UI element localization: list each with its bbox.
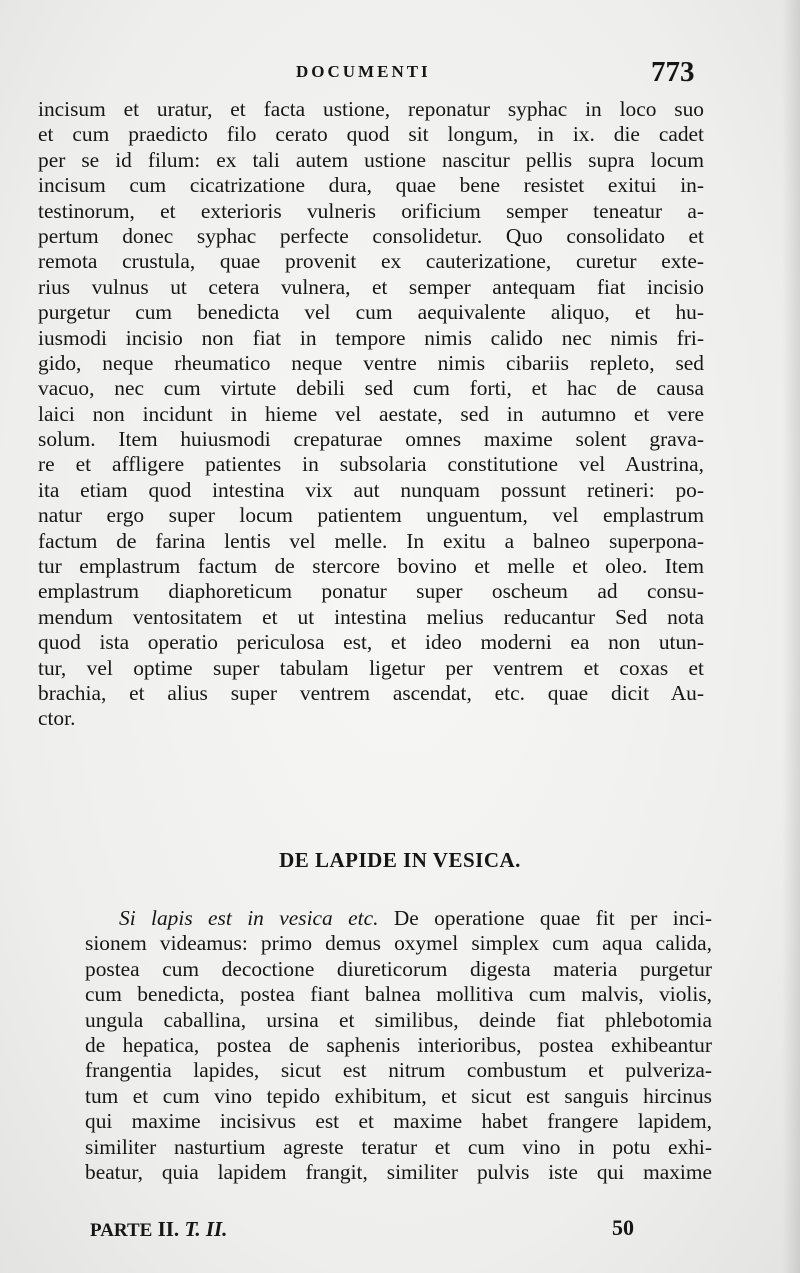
- text-line: rius vulnus ut cetera vulnera, et semper antequam fiat incisio: [38, 274, 704, 299]
- text-line: beatur, quia lapidem frangit, similiter pulvis iste qui maxime: [85, 1159, 712, 1184]
- text-line: laici non incidunt in hieme vel aestate, sed in autumno et vere: [38, 401, 704, 426]
- text-line: iusmodi incisio non fiat in tempore nimis calido nec nimis fri-: [38, 325, 704, 350]
- text-line: de hepatica, postea de saphenis interioribus, postea exhibeantur: [85, 1032, 712, 1057]
- section-body-text: [85, 906, 712, 1185]
- text-line: sionem videamus: primo demus oxymel simplex cum aqua calida,: [85, 931, 712, 956]
- text-line: solum. Item huiusmodi crepaturae omnes maxime solent grava-: [38, 427, 704, 452]
- text-line: testinorum, et exterioris vulneris orificium semper teneatur a-: [38, 198, 704, 223]
- page-edge-shadow: [782, 0, 800, 1273]
- text-line: re et affligere patientes in subsolaria constitutione vel Austrina,: [38, 452, 704, 477]
- signature-parte: PARTE: [90, 1220, 153, 1241]
- text-line: similiter nasturtium agreste teratur et cum vino in potu exhi-: [85, 1134, 712, 1159]
- text-line: emplastrum diaphoreticum ponatur super oscheum ad consu-: [38, 579, 704, 604]
- text-line: quod ista operatio periculosa est, et ideo moderni ea non utun-: [38, 630, 704, 655]
- text-line: ungula caballina, ursina et similibus, deinde fiat phlebotomia: [85, 1007, 712, 1032]
- page-footer: [0, 1213, 800, 1253]
- section-first-line: [85, 906, 712, 931]
- text-line: mendum ventositatem et ut intestina melius reducantur Sed nota: [38, 604, 704, 629]
- text-line: et cum praedicto filo cerato quod sit longum, in ix. die cadet: [38, 122, 704, 147]
- text-line: vacuo, nec cum virtute debili sed cum forti, et hac de causa: [38, 376, 704, 401]
- signature-mark: [90, 1217, 227, 1242]
- running-title: DOCUMENTI: [296, 62, 431, 81]
- text-line: factum de farina lentis vel melle. In exitu a balneo superpona-: [38, 528, 704, 553]
- text-line: remota crustula, quae provenit ex cauterizatione, curetur exte-: [38, 249, 704, 274]
- body-text: [38, 97, 704, 732]
- text-line: tum et cum vino tepido exhibitum, et sicut est sanguis hircinus: [85, 1083, 712, 1108]
- text-line: tur emplastrum factum de stercore bovino et melle et oleo. Item: [38, 554, 704, 579]
- section-lead: Si lapis est in vesica etc.: [119, 906, 379, 930]
- page-number: 773: [651, 56, 695, 88]
- text-line: tur, vel optime super tabulam ligetur per ventrem et coxas et: [38, 655, 704, 680]
- text-line: cum benedicta, postea fiant balnea mollitiva cum malvis, violis,: [85, 982, 712, 1007]
- text-line: brachia, et alius super ventrem ascendat, etc. quae dicit Au-: [38, 680, 704, 705]
- signature-part-number: II.: [157, 1217, 180, 1241]
- sheet-number: 50: [612, 1215, 634, 1240]
- text-line: gido, neque rheumatico neque ventre nimis cibariis repleto, sed: [38, 350, 704, 375]
- text-line: qui maxime incisivus est et maxime habet frangere lapidem,: [85, 1109, 712, 1134]
- signature-tomo: T. II.: [184, 1217, 228, 1241]
- text-line: postea cum decoctione diureticorum digesta materia purgetur: [85, 956, 712, 981]
- text-line: per se id filum: ex tali autem ustione nascitur pellis supra locum: [38, 147, 704, 172]
- section-first-line-rest: De operatione quae fit per inci-: [378, 906, 712, 930]
- text-line: pertum donec syphac perfecte consolidetur. Quo consolidato et: [38, 223, 704, 248]
- text-line: purgetur cum benedicta vel cum aequivalente aliquo, et hu-: [38, 300, 704, 325]
- page-header: [0, 56, 800, 96]
- text-line: incisum et uratur, et facta ustione, reponatur syphac in loco suo: [38, 97, 704, 121]
- text-line: ctor.: [38, 706, 76, 731]
- text-line: frangentia lapides, sicut est nitrum combustum et pulveriza-: [85, 1058, 712, 1083]
- section-heading: DE LAPIDE IN VESICA.: [279, 848, 521, 872]
- text-line: natur ergo super locum patientem unguentum, vel emplastrum: [38, 503, 704, 528]
- text-line: ita etiam quod intestina vix aut nunquam possunt retineri: po-: [38, 477, 704, 502]
- text-line: incisum cum cicatrizatione dura, quae bene resistet exitui in-: [38, 173, 704, 198]
